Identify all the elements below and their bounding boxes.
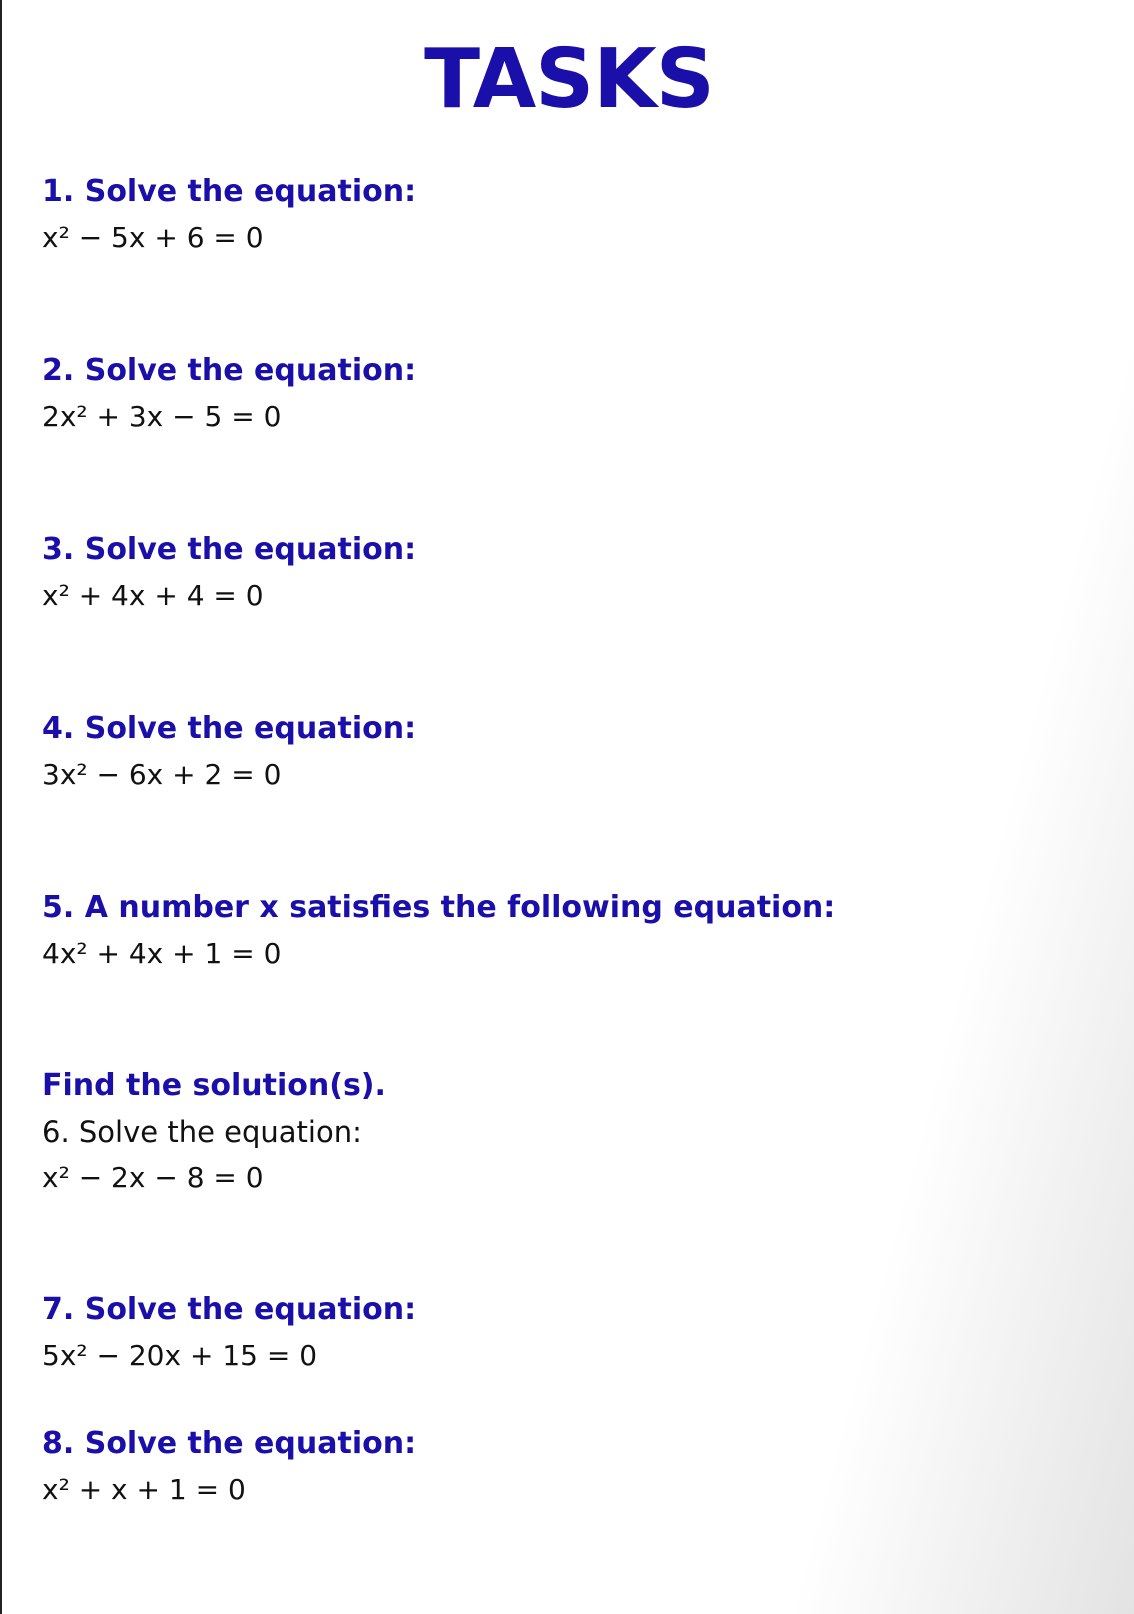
task-equation: 3x² − 6x + 2 = 0 [42,758,282,791]
task-5 [42,888,835,974]
task-7 [42,1290,416,1376]
task-heading: 7. Solve the equation: [42,1292,417,1327]
task-heading: 2. Solve the equation: [42,353,417,388]
task-heading: 4. Solve the equation: [42,711,417,746]
task-heading: Find the solution(s). [42,1068,386,1103]
task-6 [42,1066,386,1198]
task-heading: 5. A number x satisfies the following equation: [42,890,836,925]
task-2 [42,351,416,437]
task-heading: 3. Solve the equation: [42,532,417,567]
task-equation: 5x² − 20x + 15 = 0 [42,1339,318,1372]
task-equation: 4x² + 4x + 1 = 0 [42,937,282,970]
task-heading: 8. Solve the equation: [42,1426,417,1461]
task-3 [42,530,416,616]
task-heading: 1. Solve the equation: [42,174,417,209]
task-4 [42,709,416,795]
task-equation: x² + x + 1 = 0 [42,1473,246,1506]
task-8 [42,1424,416,1510]
task-equation: x² − 5x + 6 = 0 [42,221,264,254]
task-equation: x² − 2x − 8 = 0 [42,1161,264,1194]
task-subheading: 6. Solve the equation: [42,1115,362,1149]
task-equation: x² + 4x + 4 = 0 [42,579,264,612]
task-1 [42,172,416,258]
page-title: TASKS [424,32,714,127]
task-equation: 2x² + 3x − 5 = 0 [42,400,282,433]
